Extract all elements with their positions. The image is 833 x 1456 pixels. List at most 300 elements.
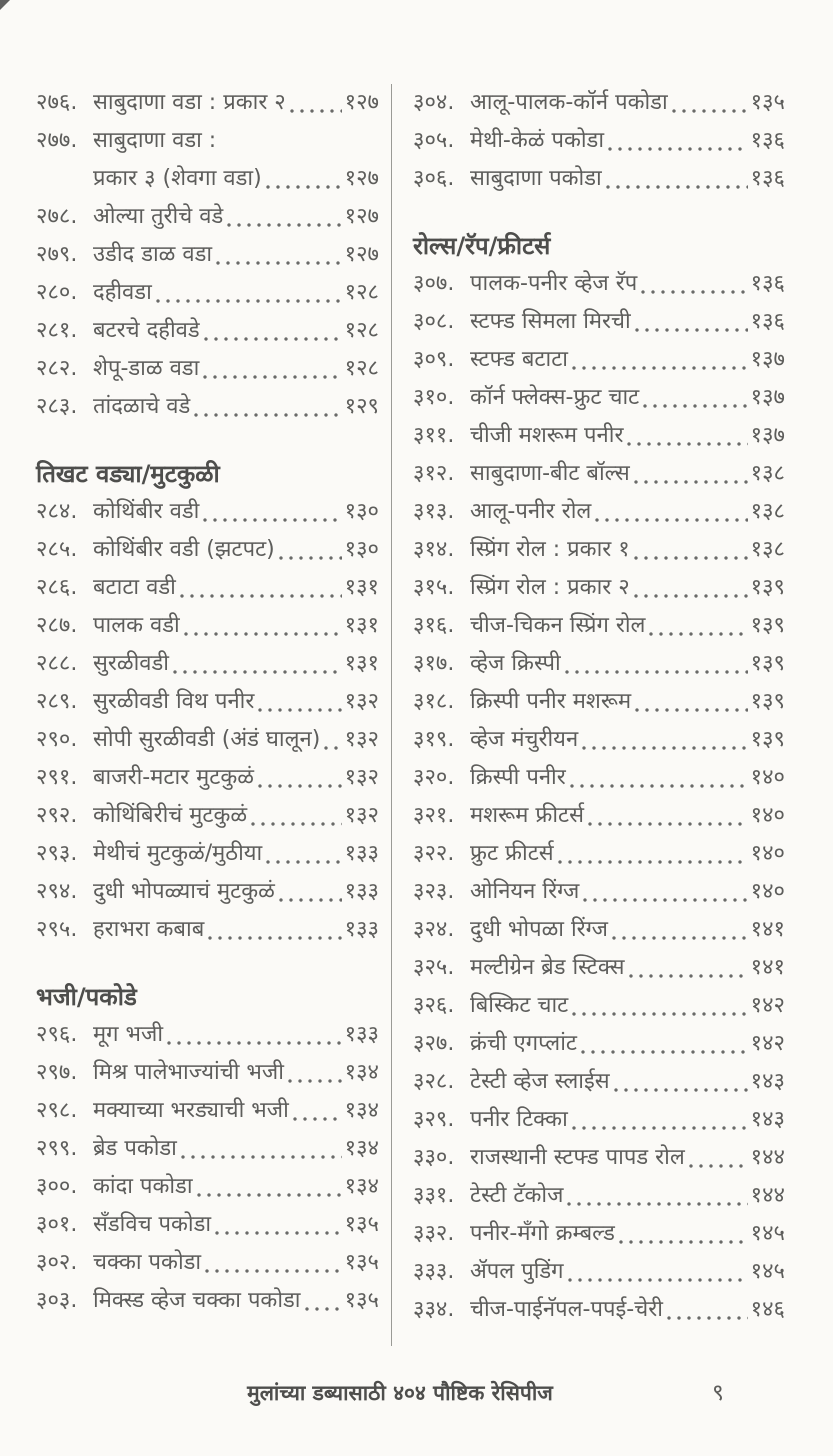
- entry-number: २८३.: [36, 394, 78, 419]
- entry-page: १३२: [344, 689, 379, 714]
- entry-number: ३३०.: [413, 1145, 455, 1170]
- dot-leader: [183, 631, 342, 637]
- entry-title: क्रंची एगप्लांट: [470, 1031, 577, 1056]
- toc-entry: [36, 531, 379, 569]
- entry-number: २९७.: [36, 1060, 78, 1085]
- toc-entry: [36, 1054, 379, 1092]
- dot-leader: [618, 1239, 748, 1245]
- entry-page: १२८: [344, 318, 379, 343]
- entry-page: १४०: [750, 765, 785, 790]
- dot-leader: [180, 1154, 342, 1160]
- entry-title: तांदळाचे वडे: [93, 394, 191, 419]
- entry-title: बटाटा वडी: [93, 575, 176, 600]
- entry-page: १२८: [344, 280, 379, 305]
- entry-number: ३००.: [36, 1174, 78, 1199]
- entry-title: स्प्रिंग रोल : प्रकार २: [470, 575, 630, 600]
- toc-entry: [413, 1139, 785, 1177]
- dot-leader: [265, 859, 341, 865]
- entry-title: ब्रेड पकोडा: [93, 1136, 177, 1161]
- entry-number: ३०४.: [413, 90, 455, 115]
- toc-entry: [413, 683, 785, 721]
- entry-page: १३६: [750, 271, 785, 296]
- entry-page: १४०: [750, 803, 785, 828]
- entry-title-continued: प्रकार ३ (शेवगा वडा): [93, 166, 262, 191]
- entry-page: १४३: [750, 1069, 785, 1094]
- entry-page: १३२: [344, 765, 379, 790]
- entry-page: १४४: [750, 1145, 785, 1170]
- entry-number: २९९.: [36, 1136, 78, 1161]
- dot-leader: [581, 745, 748, 751]
- dot-leader: [642, 403, 747, 409]
- entry-title: पनीर-मँगो क्रम्बल्ड: [470, 1221, 615, 1246]
- entry-page: १३३: [344, 841, 379, 866]
- dot-leader: [626, 441, 747, 447]
- entry-title: साबुदाणा पकोडा: [470, 166, 602, 191]
- entry-title: मल्टीग्रेन ब्रेड स्टिक्स: [470, 955, 625, 980]
- entry-title: साबुदाणा-बीट बॉल्स: [470, 461, 630, 486]
- toc-entry: [36, 797, 379, 835]
- toc-entry: [413, 493, 785, 531]
- dot-leader: [278, 555, 342, 561]
- entry-number: ३२१.: [413, 803, 455, 828]
- toc-entry: [413, 569, 785, 607]
- entry-title: उडीद डाळ वडा: [93, 242, 213, 267]
- toc-entry: [413, 645, 785, 683]
- entry-number: ३११.: [413, 423, 455, 448]
- dot-leader: [557, 859, 748, 865]
- toc-entry: [36, 198, 379, 236]
- dot-leader: [287, 1078, 342, 1084]
- toc-entry: [36, 236, 379, 274]
- dot-leader: [580, 1049, 748, 1055]
- entry-number: ३०६.: [413, 166, 455, 191]
- dot-leader: [594, 517, 747, 523]
- entry-number: ३०७.: [413, 271, 455, 296]
- entry-title: चक्का पकोडा: [93, 1250, 202, 1275]
- entry-page: १४०: [750, 879, 785, 904]
- entry-page: १३४: [344, 1136, 379, 1161]
- toc-entry: [413, 1101, 785, 1139]
- entry-title: कोथिंबीर वडी (झटपट): [93, 537, 275, 562]
- entry-page: १३९: [750, 575, 785, 600]
- entry-page: १३९: [750, 613, 785, 638]
- entry-title: सँडविच पकोडा: [93, 1212, 212, 1237]
- dot-leader: [567, 1277, 748, 1283]
- entry-title: फ्रुट फ्रीटर्स: [470, 841, 554, 866]
- entry-title: मूग भजी: [93, 1022, 164, 1047]
- entry-title: चीजी मशरूम पनीर: [470, 423, 624, 448]
- entry-page: १४०: [750, 841, 785, 866]
- dot-leader: [172, 669, 342, 675]
- entry-number: २८५.: [36, 537, 78, 562]
- toc-entry: [36, 493, 379, 531]
- entry-title: व्हेज मंचुरीयन: [470, 727, 579, 752]
- entry-title: राजस्थानी स्टफ्ड पापड रोल: [470, 1145, 685, 1170]
- entry-page: १४५: [750, 1259, 785, 1284]
- toc-entry: [36, 1282, 379, 1320]
- toc-entry: [36, 683, 379, 721]
- entry-number: २९८.: [36, 1098, 78, 1123]
- entry-page: १३३: [344, 879, 379, 904]
- entry-number: २८०.: [36, 280, 78, 305]
- dot-leader: [323, 745, 341, 751]
- entry-title: ओनियन रिंग्ज: [470, 879, 580, 904]
- entry-page: १३५: [344, 1250, 379, 1275]
- entry-page: १२७: [344, 166, 379, 191]
- toc-entry: [413, 835, 785, 873]
- toc-entry: [36, 1092, 379, 1130]
- toc-entry: [36, 911, 379, 949]
- dot-leader: [648, 631, 747, 637]
- toc-entry: [413, 1025, 785, 1063]
- entry-number: २८९.: [36, 689, 78, 714]
- entry-title: ॲपल पुडिंग: [470, 1259, 564, 1284]
- entry-page: १३१: [344, 651, 379, 676]
- page-footer: [0, 1376, 833, 1416]
- entry-title: व्हेज क्रिस्पी: [470, 651, 561, 676]
- entry-number: ३२६.: [413, 993, 455, 1018]
- entry-number: २९२.: [36, 803, 78, 828]
- toc-entry: [36, 1168, 379, 1206]
- entry-title: मिश्र पालेभाज्यांची भजी: [93, 1060, 284, 1085]
- toc-entry: [413, 84, 785, 122]
- dot-leader: [304, 1306, 342, 1312]
- toc-entry: [413, 987, 785, 1025]
- entry-page: १३८: [750, 499, 785, 524]
- toc-entry: [413, 531, 785, 569]
- toc-entry: [36, 312, 379, 350]
- entry-title: चीज-चिकन स्प्रिंग रोल: [470, 613, 646, 638]
- toc-entry: [36, 873, 379, 911]
- entry-number: ३२५.: [413, 955, 455, 980]
- toc-entry: [413, 160, 785, 198]
- entry-page: १३६: [750, 128, 785, 153]
- dot-leader: [571, 1125, 748, 1131]
- section-heading: रोल्स/रॅप/फ्रीटर्स: [413, 232, 551, 260]
- entry-number: ३०९.: [413, 347, 455, 372]
- entry-page: १४२: [750, 993, 785, 1018]
- dot-leader: [566, 1201, 747, 1207]
- toc-entry: [413, 607, 785, 645]
- entry-page: १३९: [750, 727, 785, 752]
- entry-number: ३२८.: [413, 1069, 455, 1094]
- entry-page: १३१: [344, 613, 379, 638]
- toc-entry-continuation: [36, 160, 379, 198]
- entry-title: आलू-पालक-कॉर्न पकोडा: [470, 90, 668, 115]
- entry-page: १२९: [344, 394, 379, 419]
- entry-title: पालक-पनीर व्हेज रॅप: [470, 271, 638, 296]
- dot-leader: [207, 935, 341, 941]
- dot-leader: [611, 935, 748, 941]
- entry-number: ३३१.: [413, 1183, 455, 1208]
- dot-leader: [155, 298, 342, 304]
- entry-page: १३५: [344, 1212, 379, 1237]
- entry-page: १४३: [750, 1107, 785, 1132]
- entry-page: १३३: [344, 917, 379, 942]
- toc-entry: [413, 303, 785, 341]
- entry-number: २९३.: [36, 841, 78, 866]
- entry-title: कोथिंबीर वडी: [93, 499, 200, 524]
- dot-leader: [666, 1315, 748, 1321]
- dot-leader: [564, 669, 748, 675]
- entry-title: सुरळीवडी: [93, 651, 169, 676]
- toc-entry: [413, 797, 785, 835]
- entry-number: ३२४.: [413, 917, 455, 942]
- toc-entry: [413, 379, 785, 417]
- entry-number: ३१३.: [413, 499, 455, 524]
- entry-page: १३५: [750, 90, 785, 115]
- entry-title: बिस्किट चाट: [470, 993, 569, 1018]
- entry-number: २७७.: [36, 128, 78, 153]
- entry-page: १३७: [750, 385, 785, 410]
- toc-entry: [36, 645, 379, 683]
- entry-number: ३०२.: [36, 1250, 78, 1275]
- entry-title: स्टफ्ड बटाटा: [470, 347, 569, 372]
- entry-title: क्रिस्पी पनीर: [470, 765, 566, 790]
- toc-entry: [36, 569, 379, 607]
- toc-entry: [413, 455, 785, 493]
- entry-title: स्प्रिंग रोल : प्रकार १: [470, 537, 630, 562]
- toc-entry: [413, 1063, 785, 1101]
- entry-number: ३०५.: [413, 128, 455, 153]
- entry-title: मेथीचं मुटकुळं/मुठीया: [93, 841, 263, 866]
- toc-entry: [413, 873, 785, 911]
- dot-leader: [226, 222, 341, 228]
- dot-leader: [634, 327, 748, 333]
- toc-entry: [413, 759, 785, 797]
- entry-title: पनीर टिक्का: [470, 1107, 568, 1132]
- dot-leader: [265, 184, 342, 190]
- entry-title: बाजरी-मटार मुटकुळं: [93, 765, 255, 790]
- entry-number: ३१८.: [413, 689, 455, 714]
- entry-number: २९५.: [36, 917, 78, 942]
- entry-title: टेस्टी टॅकोज: [470, 1183, 564, 1208]
- entry-page: १३०: [344, 537, 379, 562]
- entry-number: ३१६.: [413, 613, 455, 638]
- entry-number: २८६.: [36, 575, 78, 600]
- entry-title: शेपू-डाळ वडा: [93, 356, 200, 381]
- entry-page: १३४: [344, 1060, 379, 1085]
- entry-page: १२७: [344, 242, 379, 267]
- entry-title: सोपी सुरळीवडी (अंडं घालून): [93, 727, 321, 752]
- entry-page: १३७: [750, 347, 785, 372]
- entry-page: १३५: [344, 1288, 379, 1313]
- dot-leader: [688, 1163, 748, 1169]
- entry-page: १३९: [750, 689, 785, 714]
- entry-number: ३२७.: [413, 1031, 455, 1056]
- entry-title: साबुदाणा वडा : प्रकार २: [93, 90, 286, 115]
- toc-entry: [413, 1253, 785, 1291]
- toc-entry: [413, 417, 785, 455]
- page-number: ९: [712, 1380, 724, 1406]
- dot-leader: [628, 973, 748, 979]
- toc-entry: [413, 721, 785, 759]
- entry-page: १३६: [750, 309, 785, 334]
- entry-number: ३०८.: [413, 309, 455, 334]
- entry-number: ३२२.: [413, 841, 455, 866]
- dot-leader: [278, 897, 342, 903]
- entry-page: १२७: [344, 90, 379, 115]
- entry-page: १३२: [344, 803, 379, 828]
- entry-title: क्रिस्पी पनीर मशरूम: [470, 689, 632, 714]
- toc-entry: [36, 1016, 379, 1054]
- entry-number: ३१५.: [413, 575, 455, 600]
- dot-leader: [571, 1011, 747, 1017]
- entry-title: पालक वडी: [93, 613, 180, 638]
- entry-number: ३३२.: [413, 1221, 455, 1246]
- entry-number: २९१.: [36, 765, 78, 790]
- entry-title: दुधी भोपळा रिंग्ज: [470, 917, 608, 942]
- entry-title: टेस्टी व्हेज स्लाईस: [470, 1069, 610, 1094]
- toc-column-left: [36, 84, 379, 1320]
- entry-page: १४२: [750, 1031, 785, 1056]
- entry-title: साबुदाणा वडा :: [93, 128, 217, 153]
- entry-number: २८८.: [36, 651, 78, 676]
- dot-leader: [257, 783, 342, 789]
- dot-leader: [633, 593, 748, 599]
- dot-leader: [640, 289, 747, 295]
- entry-title: स्टफ्ड सिमला मिरची: [470, 309, 631, 334]
- dot-leader: [203, 336, 342, 342]
- entry-page: १४१: [750, 917, 785, 942]
- dot-leader: [613, 1087, 748, 1093]
- entry-number: २७८.: [36, 204, 78, 229]
- dot-leader: [250, 821, 342, 827]
- entry-page: १४४: [750, 1183, 785, 1208]
- dot-leader: [634, 707, 748, 713]
- entry-number: ३२३.: [413, 879, 455, 904]
- dot-leader: [571, 365, 748, 371]
- entry-number: २८४.: [36, 499, 78, 524]
- entry-page: १३७: [750, 423, 785, 448]
- entry-title: चीज-पाईनॅपल-पपई-चेरी: [470, 1297, 663, 1322]
- dot-leader: [166, 1040, 342, 1046]
- entry-number: २७९.: [36, 242, 78, 267]
- entry-page: १३८: [750, 537, 785, 562]
- toc-entry: [36, 759, 379, 797]
- dot-leader: [202, 517, 341, 523]
- entry-page: १४६: [750, 1297, 785, 1322]
- entry-number: ३०३.: [36, 1288, 78, 1313]
- toc-entry: [36, 835, 379, 873]
- column-divider: [391, 84, 392, 1346]
- book-title: मुलांच्या डब्यासाठी ४०४ पौष्टिक रेसिपीज: [247, 1381, 553, 1405]
- toc-column-right: [413, 84, 785, 1329]
- entry-number: २८१.: [36, 318, 78, 343]
- dot-leader: [633, 479, 748, 485]
- toc-entry: [36, 84, 379, 122]
- toc-entry: [36, 122, 379, 160]
- entry-page: १३८: [750, 461, 785, 486]
- entry-number: ३१०.: [413, 385, 455, 410]
- entry-number: ३०१.: [36, 1212, 78, 1237]
- dot-leader: [671, 108, 748, 114]
- entry-number: २८२.: [36, 356, 78, 381]
- entry-number: २७६.: [36, 90, 78, 115]
- entry-title: मशरूम फ्रीटर्स: [470, 803, 584, 828]
- dot-leader: [179, 593, 342, 599]
- toc-entry: [413, 949, 785, 987]
- dot-leader: [204, 1268, 342, 1274]
- entry-page: १४५: [750, 1221, 785, 1246]
- entry-number: ३२९.: [413, 1107, 455, 1132]
- dot-leader: [214, 1230, 342, 1236]
- entry-title: मिक्स्ड व्हेज चक्का पकोडा: [93, 1288, 301, 1313]
- toc-entry: [36, 1206, 379, 1244]
- entry-number: ३१७.: [413, 651, 455, 676]
- entry-number: २९०.: [36, 727, 78, 752]
- dot-leader: [289, 108, 342, 114]
- entry-number: ३१४.: [413, 537, 455, 562]
- toc-entry: [36, 721, 379, 759]
- toc-entry: [36, 1130, 379, 1168]
- dot-leader: [257, 707, 341, 713]
- entry-page: १२७: [344, 204, 379, 229]
- dot-leader: [605, 184, 748, 190]
- dot-leader: [202, 374, 341, 380]
- entry-page: १४१: [750, 955, 785, 980]
- entry-number: २९६.: [36, 1022, 78, 1047]
- section-heading: तिखट वड्या/मुटकुळी: [36, 460, 220, 488]
- entry-title: दहीवडा: [93, 280, 152, 305]
- toc-entry: [413, 1215, 785, 1253]
- toc-entry: [36, 1244, 379, 1282]
- dot-leader: [607, 146, 748, 152]
- entry-page: १३४: [344, 1174, 379, 1199]
- section-heading: भजी/पकोडे: [36, 983, 137, 1011]
- entry-number: २८७.: [36, 613, 78, 638]
- entry-page: १३३: [344, 1022, 379, 1047]
- entry-number: ३३३.: [413, 1259, 455, 1284]
- toc-entry: [413, 911, 785, 949]
- entry-title: सुरळीवडी विथ पनीर: [93, 689, 255, 714]
- toc-entry: [36, 388, 379, 426]
- entry-title: बटरचे दहीवडे: [93, 318, 200, 343]
- entry-page: १३६: [750, 166, 785, 191]
- entry-number: ३१९.: [413, 727, 455, 752]
- toc-entry: [413, 122, 785, 160]
- entry-title: मक्याच्या भरड्याची भजी: [93, 1098, 289, 1123]
- entry-title: कोथिंबिरीचं मुटकुळं: [93, 803, 248, 828]
- entry-title: कॉर्न फ्लेक्स-फ्रुट चाट: [470, 385, 640, 410]
- toc-entry: [413, 265, 785, 303]
- dot-leader: [633, 555, 748, 561]
- entry-title: आलू-पनीर रोल: [470, 499, 592, 524]
- toc-entry: [36, 350, 379, 388]
- entry-number: ३१२.: [413, 461, 455, 486]
- entry-title: ओल्या तुरीचे वडे: [93, 204, 224, 229]
- entry-number: ३२०.: [413, 765, 455, 790]
- dot-leader: [292, 1116, 342, 1122]
- dot-leader: [582, 897, 747, 903]
- toc-entry: [413, 1177, 785, 1215]
- entry-page: १३४: [344, 1098, 379, 1123]
- dot-leader: [193, 412, 341, 418]
- entry-page: १३१: [344, 575, 379, 600]
- entry-number: २९४.: [36, 879, 78, 904]
- dot-leader: [569, 783, 748, 789]
- entry-page: १३९: [750, 651, 785, 676]
- toc-entry: [36, 274, 379, 312]
- entry-page: १२८: [344, 356, 379, 381]
- toc-entry: [413, 1291, 785, 1329]
- dot-leader: [196, 1192, 342, 1198]
- entry-title: मेथी-केळं पकोडा: [470, 128, 605, 153]
- toc-entry: [36, 607, 379, 645]
- dot-leader: [215, 260, 342, 266]
- entry-page: १३२: [344, 727, 379, 752]
- entry-title: कांदा पकोडा: [93, 1174, 193, 1199]
